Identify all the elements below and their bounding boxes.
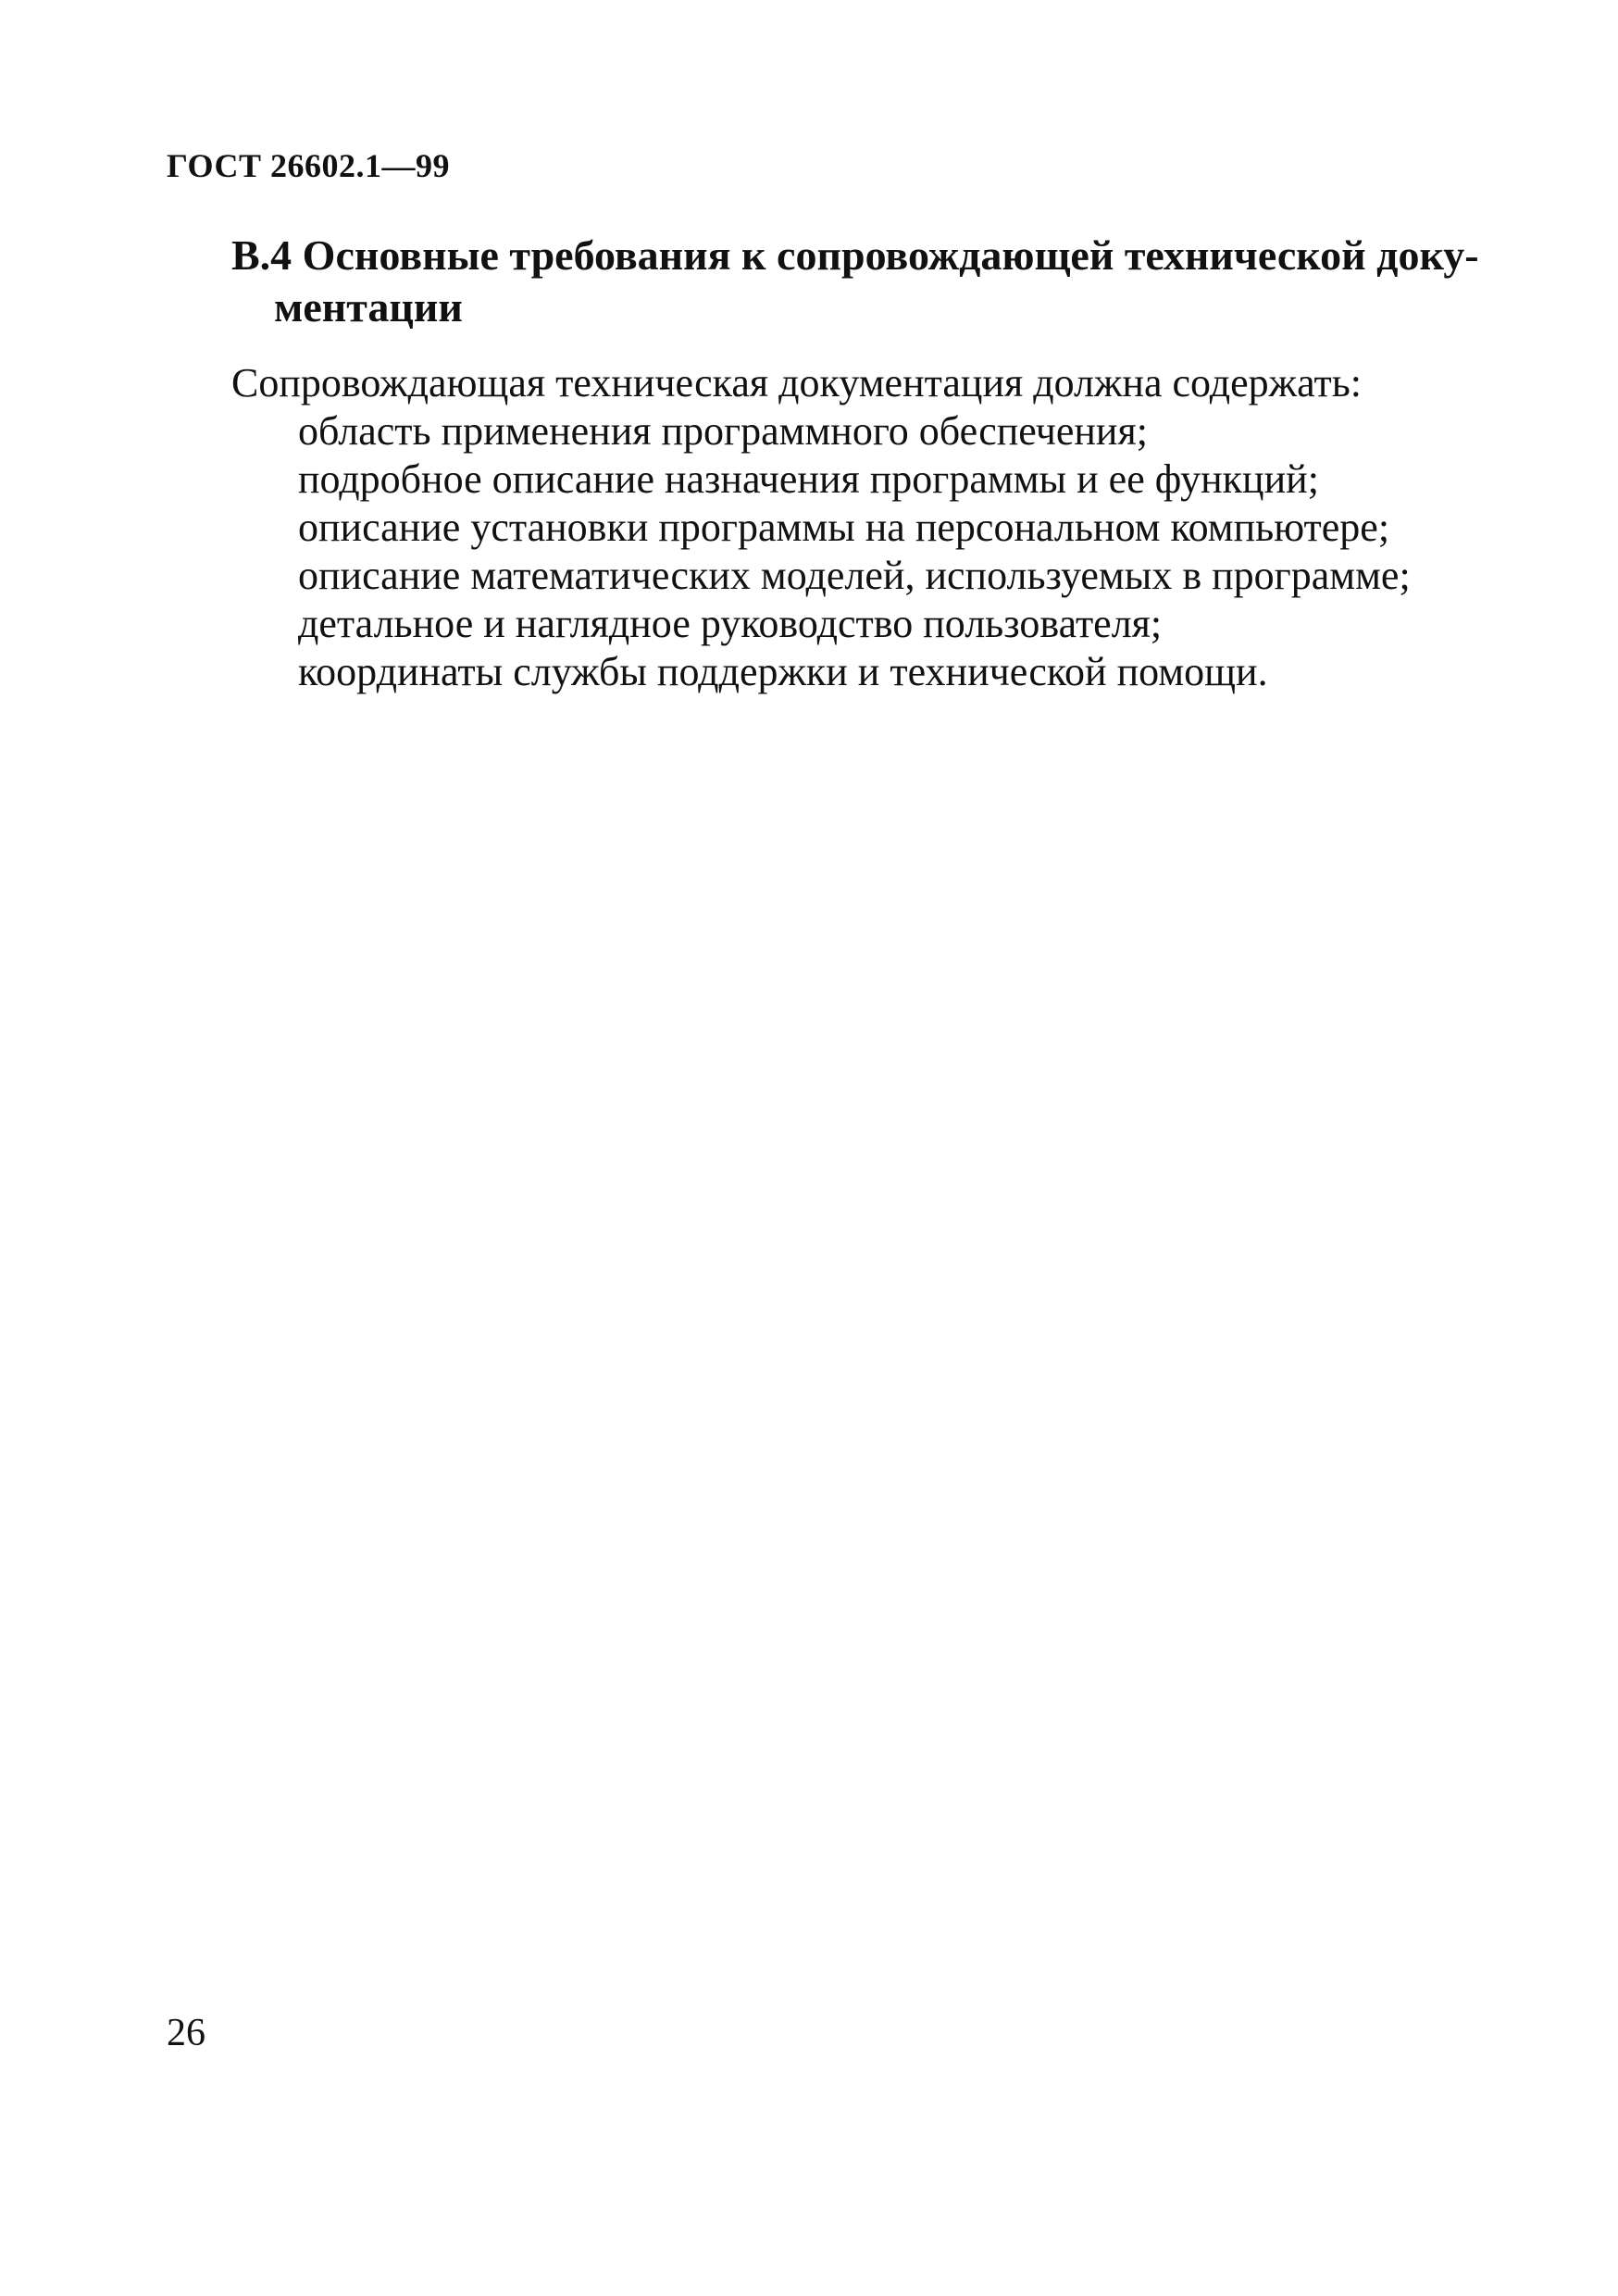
- section-heading-line-1: В.4 Основные требования к сопровождающей технической доку-: [231, 231, 1479, 279]
- list-item: подробное описание назначения программы и ее функций;: [298, 456, 1319, 502]
- list-item: описание установки программы на персональном компьютере;: [298, 505, 1390, 550]
- list-item: описание математических моделей, используемых в программе;: [298, 553, 1411, 598]
- section-heading: [231, 230, 1479, 333]
- section-heading-line-2: ментации: [274, 283, 463, 331]
- list-item: детальное и наглядное руководство пользователя;: [298, 601, 1163, 646]
- list-item: область применения программного обеспечения;: [298, 408, 1148, 454]
- list-item: координаты службы поддержки и технической помощи.: [298, 649, 1268, 694]
- body-text: [231, 359, 1490, 696]
- page-number: 26: [167, 2012, 205, 2054]
- requirements-list: [231, 407, 1490, 696]
- body-lead-sentence: Сопровождающая техническая документация должна содержать:: [231, 360, 1362, 406]
- document-header: ГОСТ 26602.1—99: [167, 147, 450, 184]
